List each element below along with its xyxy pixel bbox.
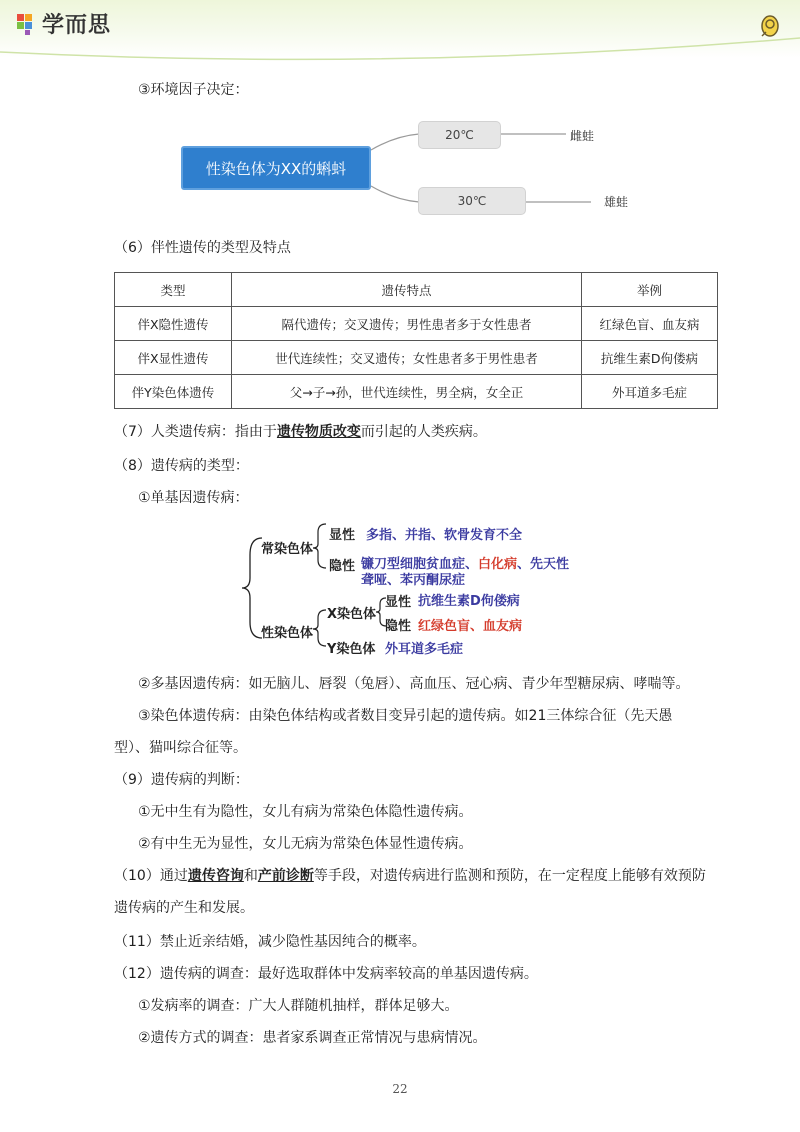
table-header: 遗传特点 bbox=[232, 273, 582, 307]
tree-auto-dom-examples: 多指、并指、软骨发育不全 bbox=[366, 528, 523, 543]
table-cell: 世代连续性；交叉遗传；女性患者多于男性患者 bbox=[232, 341, 582, 375]
tree-auto-dominant: 显性 bbox=[329, 528, 356, 543]
table-cell: 抗维生素D佝偻病 bbox=[582, 341, 718, 375]
chromosomal-line-1: ③染色体遗传病：由染色体结构或者数目变异引起的遗传病。如21三体综合征（先天愚 bbox=[138, 708, 673, 724]
section-6-title: （6）伴性遗传的类型及特点 bbox=[114, 240, 291, 256]
tree-autosomal: 常染色体 bbox=[261, 542, 314, 557]
tree-auto-rec-line2: 聋哑、苯丙酮尿症 bbox=[361, 573, 466, 588]
section-8-title: （8）遗传病的类型： bbox=[114, 458, 249, 474]
judge-dominant: ②有中生无为显性，女儿无病为常染色体显性遗传病。 bbox=[138, 836, 473, 852]
s10-text-a: （10）通过 bbox=[114, 868, 188, 884]
tree-x-rec-examples: 红绿色盲、血友病 bbox=[418, 619, 523, 634]
s7-text-b: 而引起的人类疾病。 bbox=[360, 424, 487, 440]
page-number: 22 bbox=[392, 1082, 408, 1096]
table-row bbox=[115, 341, 718, 375]
judge-recessive: ①无中生有为隐性，女儿有病为常染色体隐性遗传病。 bbox=[138, 804, 473, 820]
tree-x-dom-examples: 抗维生素D佝偻病 bbox=[418, 594, 520, 609]
table-cell: 红绿色盲、血友病 bbox=[582, 307, 718, 341]
tree-congenital: 、先天性 bbox=[517, 557, 570, 572]
tadpole-box: 性染色体为XX的蝌蚪 bbox=[181, 146, 371, 190]
table-cell: 伴X显性遗传 bbox=[115, 341, 232, 375]
tree-auto-recessive: 隐性 bbox=[329, 559, 356, 574]
survey-incidence: ①发病率的调查：广大人群随机抽样，群体足够大。 bbox=[138, 998, 459, 1014]
tree-x-dominant: 显性 bbox=[385, 595, 412, 610]
polygenic-line: ②多基因遗传病：如无脑儿、唇裂（兔唇）、高血压、冠心病、青少年型糖尿病、哮喘等。 bbox=[138, 676, 690, 692]
tree-y: Y染色体 bbox=[327, 642, 376, 657]
tree-y-examples: 外耳道多毛症 bbox=[385, 642, 464, 657]
temp-20-box: 20℃ bbox=[418, 121, 501, 149]
single-gene-heading: ①单基因遗传病： bbox=[138, 490, 249, 506]
s10-text-b: 和 bbox=[243, 868, 258, 884]
section-9-title: （9）遗传病的判断： bbox=[114, 772, 249, 788]
tree-sickle: 镰刀型细胞贫血症、 bbox=[361, 557, 479, 572]
chromosomal-line-2: 型）、猫叫综合征等。 bbox=[114, 740, 247, 756]
section-7 bbox=[114, 422, 487, 442]
temp-30-box: 30℃ bbox=[418, 187, 526, 215]
result-female: 雌蛙 bbox=[570, 129, 595, 143]
table-cell: 伴X隐性遗传 bbox=[115, 307, 232, 341]
table-header-row bbox=[115, 273, 718, 307]
env-factor-heading: ③环境因子决定： bbox=[138, 82, 249, 98]
tree-x-recessive: 隐性 bbox=[385, 619, 412, 634]
s10-text-c: 等手段，对遗传病进行监测和预防，在一定程度上能够有效预防 bbox=[313, 868, 706, 884]
tree-sex: 性染色体 bbox=[261, 626, 314, 641]
section-10-line-1 bbox=[114, 866, 706, 886]
table-row bbox=[115, 307, 718, 341]
result-male: 雄蛙 bbox=[604, 195, 629, 209]
tree-x: X染色体 bbox=[327, 607, 377, 622]
table-header: 类型 bbox=[115, 273, 232, 307]
section-11: （11）禁止近亲结婚，减少隐性基因纯合的概率。 bbox=[114, 934, 426, 950]
s10-keyword-counseling: 遗传咨询 bbox=[187, 868, 244, 884]
table-cell: 外耳道多毛症 bbox=[582, 375, 718, 409]
table-cell: 父→子→孙，世代连续性，男全病，女全正 bbox=[232, 375, 582, 409]
table-row bbox=[115, 375, 718, 409]
table-header: 举例 bbox=[582, 273, 718, 307]
survey-mode: ②遗传方式的调查：患者家系调查正常情况与患病情况。 bbox=[138, 1030, 487, 1046]
table-cell: 隔代遗传；交叉遗传；男性患者多于女性患者 bbox=[232, 307, 582, 341]
table-cell: 伴Y染色体遗传 bbox=[115, 375, 232, 409]
section-12-title: （12）遗传病的调查：最好选取群体中发病率较高的单基因遗传病。 bbox=[114, 966, 538, 982]
inheritance-table bbox=[114, 272, 718, 409]
s7-keyword: 遗传物质改变 bbox=[276, 424, 361, 440]
s10-keyword-prenatal: 产前诊断 bbox=[257, 868, 314, 884]
temp-diagram-connectors bbox=[0, 0, 800, 240]
brand-name: 学而思 bbox=[42, 13, 112, 38]
tree-albinism: 白化病 bbox=[478, 557, 518, 572]
s7-text-a: （7）人类遗传病：指由于 bbox=[114, 424, 277, 440]
section-10-line-2: 遗传病的产生和发展。 bbox=[114, 900, 254, 916]
